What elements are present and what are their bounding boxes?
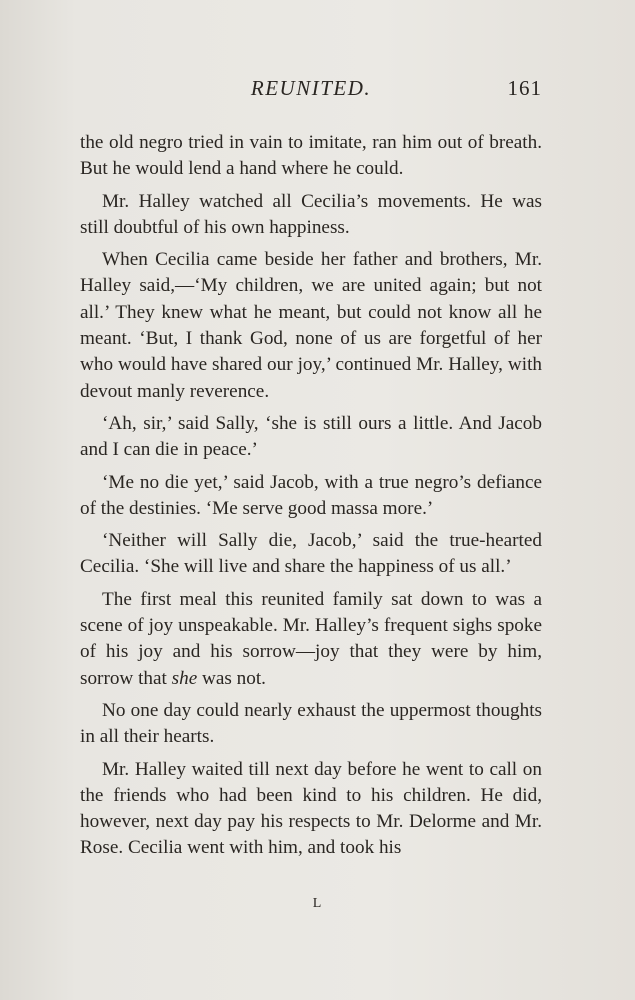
- page-header: [80, 76, 542, 106]
- paragraph-text-after: was not.: [202, 667, 266, 689]
- paragraph: ‘Me no die yet,’ said Jacob, with a true negro’s defiance of the destinies. ‘Me serve good massa more.’: [80, 471, 542, 519]
- paragraph: ‘Neither will Sally die, Jacob,’ said the true-hearted Cecilia. ‘She will live and share the happiness of us all.’: [80, 530, 542, 578]
- paragraph: the old negro tried in vain to imitate, ran him out of breath. But he would lend a hand where he could.: [80, 132, 542, 180]
- paragraph: Mr. Halley waited till next day before he went to call on the friends who had been kind to his children. He did, however, next day pay his respects to Mr. Delorme and Mr. Rose. Cecilia went with him, and took his: [80, 758, 542, 859]
- page-number: 161: [507, 76, 542, 100]
- paragraph: Mr. Halley watched all Cecilia’s movements. He was still doubtful of his own happiness.: [80, 190, 542, 238]
- paragraph-text: The first meal this reunited family sat down to was a scene of joy unspeakable. Mr. Halley’s frequent sighs spoke of his joy and his sorrow—joy that they were by him, sorrow that: [80, 588, 542, 689]
- paragraph: No one day could nearly exhaust the uppermost thoughts in all their hearts.: [80, 699, 542, 748]
- body-text: [80, 130, 542, 868]
- paragraph: ‘Ah, sir,’ said Sally, ‘she is still ours a little. And Jacob and I can die in peace.’: [80, 412, 542, 461]
- paragraph: [80, 587, 542, 692]
- paragraph: When Cecilia came beside her father and brothers, Mr. Halley said,—‘My children, we are united again; but not all.’ They knew what he meant, but could not know all he meant. ‘But, I thank God, none of us are forgetful of her who would have shared our joy,’ continued Mr. Halley, with devout manly reverence.: [80, 249, 542, 402]
- emphasis: she: [171, 667, 198, 689]
- signature-mark: L: [312, 896, 323, 911]
- running-title: REUNITED.: [250, 76, 372, 100]
